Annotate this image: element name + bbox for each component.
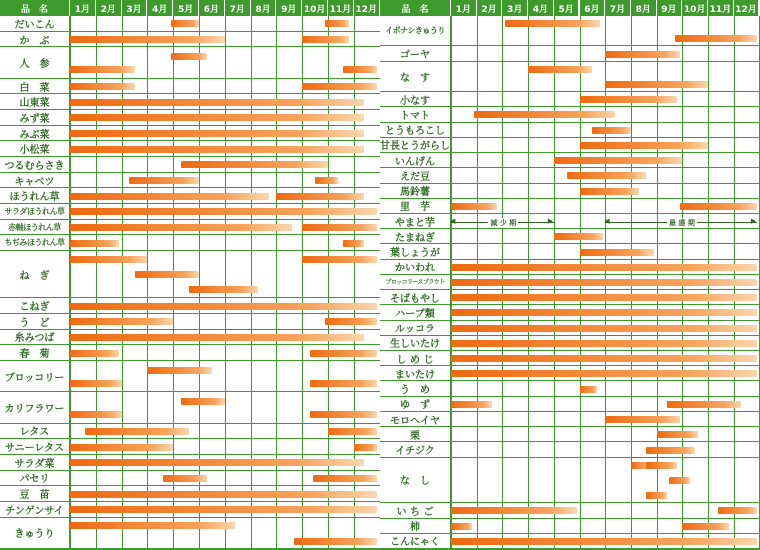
bar-14-0 xyxy=(451,264,757,271)
bar-1-1 xyxy=(302,36,348,43)
bar-2-2 xyxy=(343,66,377,73)
bar-11-0 xyxy=(70,208,377,215)
grid-hline xyxy=(70,485,380,486)
bar-23-1 xyxy=(667,401,742,408)
bar-15-0 xyxy=(70,303,377,310)
grid-hline xyxy=(70,454,380,455)
bar-22-1 xyxy=(354,444,377,451)
bar-23-0 xyxy=(70,459,364,466)
row-name: とうもろこし xyxy=(380,123,451,138)
header-month-10: 10月 xyxy=(302,0,328,16)
bar-14-0 xyxy=(70,256,147,263)
grid-hline xyxy=(451,289,759,290)
row-name: 甘長とうがらし xyxy=(380,138,451,153)
grid-hline xyxy=(70,423,380,424)
bar-18-0 xyxy=(70,350,119,357)
grid-hline xyxy=(70,140,380,141)
grid-hline xyxy=(70,391,380,392)
bar-21-0 xyxy=(451,370,757,377)
grid-hline xyxy=(451,213,759,214)
grid-hline xyxy=(451,320,759,321)
grid-hline xyxy=(451,274,759,275)
bar-5-0 xyxy=(592,127,631,134)
row-name: まいたけ xyxy=(380,366,451,381)
row-name: そばもやし xyxy=(380,290,451,305)
bar-14-3 xyxy=(189,286,259,293)
row-name: レタス xyxy=(0,424,70,440)
row-name: な し xyxy=(380,458,451,504)
bar-16-0 xyxy=(451,294,757,301)
row-name: 小松菜 xyxy=(0,141,70,157)
header-month-7: 7月 xyxy=(225,0,251,16)
row-name: ブロッコリー xyxy=(0,361,70,392)
header-month-5: 5月 xyxy=(173,0,199,16)
bar-30-0 xyxy=(451,538,757,545)
bar-26-0 xyxy=(70,506,377,513)
bar-29-0 xyxy=(451,523,472,530)
bar-3-1 xyxy=(302,83,377,90)
grid-hline xyxy=(451,152,759,153)
grid-hline xyxy=(70,501,380,502)
row-name: かいわれ xyxy=(380,260,451,275)
bar-19-0 xyxy=(147,367,212,374)
bar-20-0 xyxy=(451,355,757,362)
row-name: ゆ ず xyxy=(380,397,451,412)
bar-0-0 xyxy=(505,20,600,27)
row-name: 山東菜 xyxy=(0,94,70,110)
row-name: う め xyxy=(380,381,451,396)
bar-25-0 xyxy=(657,431,698,438)
bar-10-0 xyxy=(451,203,497,210)
bar-24-0 xyxy=(605,416,680,423)
bar-20-1 xyxy=(70,411,122,418)
bar-5-0 xyxy=(70,114,364,121)
bar-27-1 xyxy=(646,462,677,469)
bar-27-1 xyxy=(294,538,377,545)
row-name: こんにゃく xyxy=(380,534,451,549)
bar-23-0 xyxy=(451,401,492,408)
row-name: サニーレタス xyxy=(0,439,70,455)
row-name: こねぎ xyxy=(0,298,70,314)
bar-4-0 xyxy=(70,99,364,106)
bar-17-0 xyxy=(451,309,757,316)
header-month-9: 9月 xyxy=(276,0,302,16)
bar-29-1 xyxy=(682,523,728,530)
header-item-label: 品 名 xyxy=(0,0,70,16)
header-month-7: 7月 xyxy=(605,0,631,16)
row-name: えだ豆 xyxy=(380,168,451,183)
grid-hline xyxy=(451,228,759,229)
grid-hline xyxy=(70,234,380,235)
row-name: 白 菜 xyxy=(0,79,70,95)
bar-27-2 xyxy=(669,477,690,484)
row-name: イチジク xyxy=(380,442,451,457)
grid-hline xyxy=(70,187,380,188)
row-name: 赤軸ほうれん草 xyxy=(0,220,70,236)
grid-hline xyxy=(451,457,759,458)
arrow-left-icon: ◀ xyxy=(450,217,456,226)
grid-hline xyxy=(70,125,380,126)
bar-28-0 xyxy=(451,507,577,514)
header-month-11: 11月 xyxy=(328,0,354,16)
row-name: モロヘイヤ xyxy=(380,412,451,427)
header-month-6: 6月 xyxy=(580,0,606,16)
row-name: パセリ xyxy=(0,471,70,487)
bar-9-0 xyxy=(580,188,639,195)
bar-2-0 xyxy=(171,53,207,60)
bar-8-0 xyxy=(567,172,647,179)
header-month-10: 10月 xyxy=(682,0,708,16)
grid-hline xyxy=(451,502,759,503)
bar-22-0 xyxy=(580,386,598,393)
row-name: 糸みつば xyxy=(0,330,70,346)
header-month-12: 12月 xyxy=(354,0,380,16)
row-name: 葉しょうが xyxy=(380,244,451,259)
bar-16-0 xyxy=(70,318,173,325)
grid-hline xyxy=(70,172,380,173)
bar-27-3 xyxy=(646,492,667,499)
row-name: みぶ菜 xyxy=(0,126,70,142)
grid-hline xyxy=(451,304,759,305)
row-name: 小なす xyxy=(380,92,451,107)
bar-10-1 xyxy=(276,193,364,200)
grid-hline xyxy=(451,243,759,244)
row-name: 生しいたけ xyxy=(380,336,451,351)
bar-18-0 xyxy=(451,325,757,332)
bar-12-0 xyxy=(70,224,292,231)
row-name: 柿 xyxy=(380,519,451,534)
bar-10-0 xyxy=(70,193,269,200)
grid-hline xyxy=(70,109,380,110)
grid-hline xyxy=(70,93,380,94)
grid-hline xyxy=(451,183,759,184)
grid-hline xyxy=(451,91,759,92)
header-month-9: 9月 xyxy=(657,0,683,16)
grid-hline xyxy=(70,438,380,439)
bar-4-0 xyxy=(474,111,615,118)
grid-hline xyxy=(451,365,759,366)
grid-hline xyxy=(451,45,759,46)
header-month-12: 12月 xyxy=(734,0,760,16)
bar-7-0 xyxy=(70,146,364,153)
bar-19-1 xyxy=(70,380,122,387)
header-month-8: 8月 xyxy=(631,0,657,16)
grid-hline xyxy=(70,156,380,157)
header-month-1: 1月 xyxy=(451,0,477,16)
row-name: 里 芋 xyxy=(380,199,451,214)
bar-0-0 xyxy=(171,20,199,27)
bar-22-0 xyxy=(70,444,173,451)
bar-2-0 xyxy=(528,66,592,73)
grid-hline xyxy=(451,411,759,412)
arrow-right-icon: ▶ xyxy=(547,217,554,226)
grid-hline xyxy=(451,259,759,260)
bar-14-2 xyxy=(135,271,200,278)
row-name: いんげん xyxy=(380,153,451,168)
annotation-label-1: 最 盛 期 xyxy=(669,218,695,227)
header-month-11: 11月 xyxy=(708,0,734,16)
grid-hline xyxy=(451,441,759,442)
row-name: ゴーヤ xyxy=(380,46,451,61)
header-month-8: 8月 xyxy=(251,0,277,16)
row-name: 馬鈴薯 xyxy=(380,184,451,199)
row-name: ちぢみほうれん草 xyxy=(0,235,70,251)
row-name: い ち ご xyxy=(380,503,451,518)
row-name: 栗 xyxy=(380,427,451,442)
row-name: ブロッコリースプラウト xyxy=(380,275,451,290)
bar-1-0 xyxy=(70,36,225,43)
bar-21-0 xyxy=(85,428,188,435)
bar-21-1 xyxy=(328,428,377,435)
bar-13-1 xyxy=(343,240,364,247)
grid-hline xyxy=(451,350,759,351)
bar-2-1 xyxy=(605,81,708,88)
header-item-label: 品 名 xyxy=(380,0,451,16)
bar-20-0 xyxy=(181,398,225,405)
header-month-3: 3月 xyxy=(502,0,528,16)
grid-hline xyxy=(70,219,380,220)
bar-9-0 xyxy=(129,177,199,184)
grid-hline xyxy=(451,122,759,123)
header-month-4: 4月 xyxy=(528,0,554,16)
grid-hline xyxy=(70,470,380,471)
bar-16-1 xyxy=(325,318,377,325)
row-name: イボナシきゅうり xyxy=(380,16,451,46)
header-month-5: 5月 xyxy=(554,0,580,16)
header-month-1: 1月 xyxy=(70,0,96,16)
header-month-6: 6月 xyxy=(199,0,225,16)
bar-27-0 xyxy=(70,522,235,529)
header-month-3: 3月 xyxy=(122,0,148,16)
bar-14-1 xyxy=(302,256,377,263)
bar-8-0 xyxy=(181,161,328,168)
grid-hline xyxy=(451,167,759,168)
arrow-left-icon: ◀ xyxy=(604,217,610,226)
bar-26-0 xyxy=(646,447,695,454)
header-month-2: 2月 xyxy=(477,0,503,16)
grid-hline xyxy=(70,517,380,518)
grid-hline xyxy=(70,46,380,47)
bar-12-0 xyxy=(554,233,603,240)
bar-13-0 xyxy=(580,249,655,256)
bar-19-0 xyxy=(451,340,757,347)
grid-hline xyxy=(70,250,380,251)
row-name: やまと芋 xyxy=(380,214,451,229)
bar-3-0 xyxy=(580,96,678,103)
grid-hline xyxy=(70,329,380,330)
grid-hline xyxy=(70,313,380,314)
row-name: サラダ菜 xyxy=(0,455,70,471)
row-name: う ど xyxy=(0,314,70,330)
header-month-4: 4月 xyxy=(147,0,173,16)
row-name: きゅうり xyxy=(0,518,70,549)
bar-19-2 xyxy=(310,380,377,387)
row-name: な す xyxy=(380,62,451,92)
row-name: カリフラワー xyxy=(0,392,70,423)
row-name: つるむらさき xyxy=(0,157,70,173)
grid-hline xyxy=(451,518,759,519)
bar-0-1 xyxy=(675,35,757,42)
grid-hline xyxy=(451,380,759,381)
grid-hline xyxy=(451,533,759,534)
row-name: ほうれん草 xyxy=(0,188,70,204)
row-name: ハーブ類 xyxy=(380,305,451,320)
bar-9-1 xyxy=(315,177,338,184)
grid-hline xyxy=(70,203,380,204)
bar-0-1 xyxy=(325,20,348,27)
bar-7-0 xyxy=(554,157,683,164)
grid-hline xyxy=(451,137,759,138)
bar-3-0 xyxy=(70,83,135,90)
row-name: 豆 苗 xyxy=(0,486,70,502)
row-name: ね ぎ xyxy=(0,251,70,298)
bar-2-1 xyxy=(70,66,135,73)
row-name: みず菜 xyxy=(0,110,70,126)
grid-hline xyxy=(451,198,759,199)
bar-18-1 xyxy=(310,350,377,357)
bar-17-0 xyxy=(70,334,364,341)
grid-hline xyxy=(70,360,380,361)
grid-hline xyxy=(70,78,380,79)
bar-10-1 xyxy=(680,203,757,210)
bar-20-2 xyxy=(310,411,377,418)
bar-12-1 xyxy=(302,224,377,231)
annotation-label-0: 減 少 期 xyxy=(490,218,517,227)
row-name: たまねぎ xyxy=(380,229,451,244)
grid-hline xyxy=(70,344,380,345)
header-month-2: 2月 xyxy=(96,0,122,16)
grid-hline xyxy=(451,335,759,336)
bar-24-0 xyxy=(163,475,207,482)
bar-28-1 xyxy=(718,507,757,514)
bar-6-0 xyxy=(70,130,364,137)
arrow-right-icon: ▶ xyxy=(750,217,757,226)
grid-hline xyxy=(451,426,759,427)
bar-24-1 xyxy=(313,475,378,482)
row-name: ルッコラ xyxy=(380,321,451,336)
bar-6-0 xyxy=(580,142,709,149)
bar-13-0 xyxy=(70,240,119,247)
grid-hline xyxy=(451,106,759,107)
bar-1-0 xyxy=(605,51,680,58)
row-name: チンゲンサイ xyxy=(0,502,70,518)
grid-hline xyxy=(451,61,759,62)
grid-hline xyxy=(70,31,380,32)
row-name: か ぶ xyxy=(0,32,70,48)
row-name: サラダほうれん草 xyxy=(0,204,70,220)
row-name: トマト xyxy=(380,107,451,122)
grid-hline xyxy=(70,297,380,298)
row-name: キャベツ xyxy=(0,173,70,189)
bar-15-0 xyxy=(451,279,757,286)
row-name: 人 参 xyxy=(0,47,70,78)
row-name: だいこん xyxy=(0,16,70,32)
bar-25-0 xyxy=(70,491,377,498)
grid-hline xyxy=(451,396,759,397)
row-name: 春 菊 xyxy=(0,345,70,361)
row-name: し め じ xyxy=(380,351,451,366)
